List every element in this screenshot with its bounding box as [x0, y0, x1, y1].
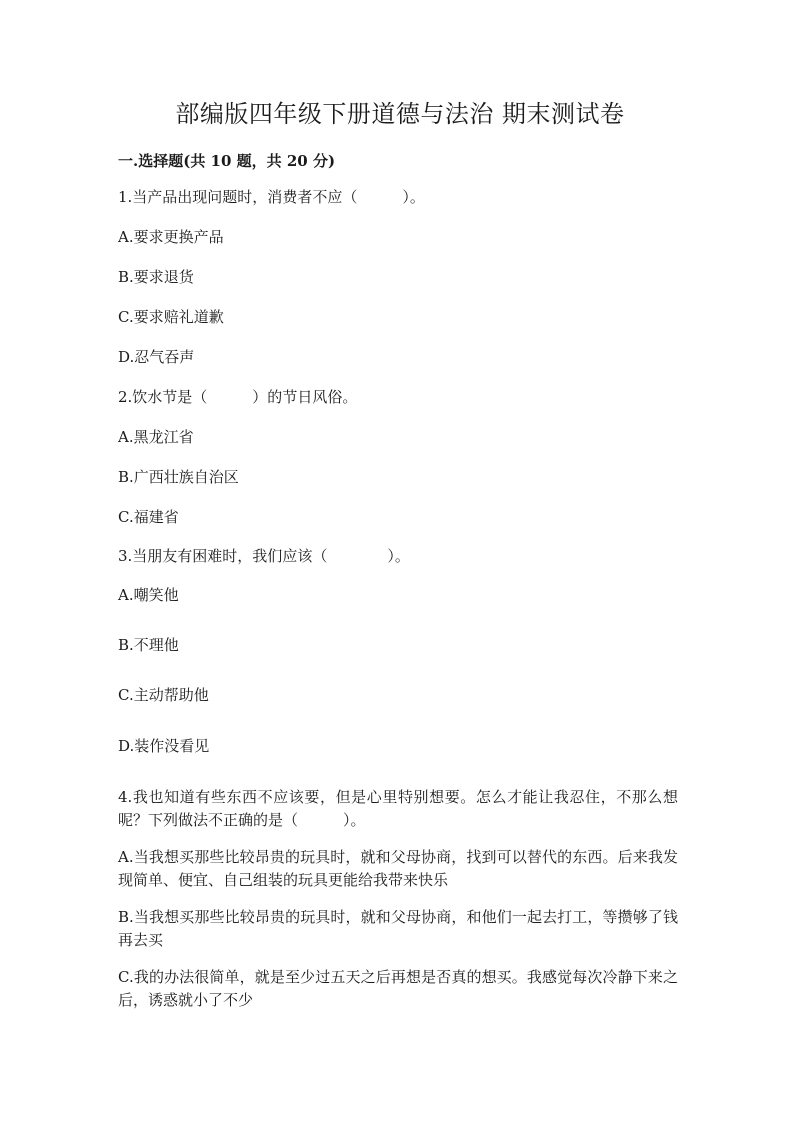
- question-1-option-c: C.要求赔礼道歉: [118, 308, 224, 326]
- question-1-option-b: B.要求退货: [118, 268, 194, 286]
- question-3-stem: 3.当朋友有困难时，我们应该（ ）。: [118, 547, 410, 565]
- question-4-option-a: A.当我想买那些比较昂贵的玩具时，就和父母协商，找到可以替代的东西。后来我发现简单、便宜、自己组装的玩具更能给我带来快乐: [118, 848, 678, 889]
- question-3-option-d: D.装作没看见: [118, 737, 210, 755]
- question-2-option-b: B.广西壮族自治区: [118, 468, 239, 486]
- question-2-option-c: C.福建省: [118, 508, 179, 526]
- question-2-stem: 2.饮水节是（ ）的节日风俗。: [118, 388, 358, 406]
- question-2-option-a: A.黑龙江省: [118, 428, 194, 446]
- question-1-stem: 1.当产品出现问题时，消费者不应（ ）。: [118, 188, 425, 206]
- question-4-stem: 4.我也知道有些东西不应该要，但是心里特别想要。怎么才能让我忍住，不那么想呢？下列做法不正确的是（ ）。: [118, 788, 678, 829]
- section-heading: 一.选择题(共 10 题，共 20 分): [118, 152, 336, 170]
- exam-title: 部编版四年级下册道德与法治 期末测试卷: [175, 100, 625, 128]
- question-3-option-b: B.不理他: [118, 636, 179, 654]
- question-3-option-c: C.主动帮助他: [118, 686, 209, 704]
- question-1-option-d: D.忍气吞声: [118, 348, 195, 366]
- question-4-option-b: B.当我想买那些比较昂贵的玩具时，就和父母协商，和他们一起去打工，等攒够了钱再去买: [118, 908, 678, 949]
- question-1-option-a: A.要求更换产品: [118, 228, 224, 246]
- question-3-option-a: A.嘲笑他: [118, 586, 179, 604]
- question-4-option-c: C.我的办法很简单，就是至少过五天之后再想是否真的想买。我感觉每次冷静下来之后，诱惑就小了不少: [118, 968, 678, 1009]
